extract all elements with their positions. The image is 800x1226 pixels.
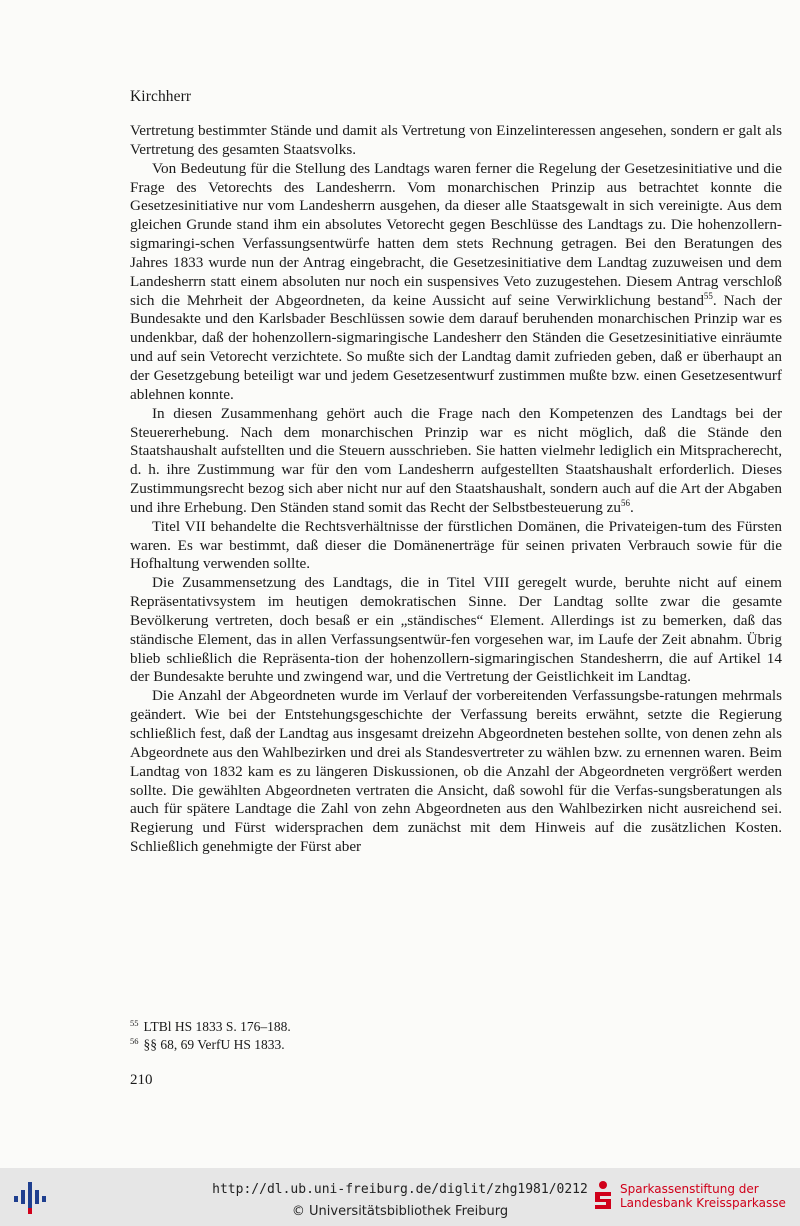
sparkasse-logo-icon[interactable] xyxy=(592,1180,614,1210)
footnote-ref[interactable]: 55 xyxy=(703,290,713,301)
body-text xyxy=(130,122,782,857)
copyright-notice: © Universitätsbibliothek Freiburg xyxy=(291,1204,509,1219)
footnote: $^{55}$ LTBl HS 1833 S. 176–188. xyxy=(130,1017,291,1034)
paragraph: Von Bedeutung für die Stellung des Landtags waren ferner die Regelung der Gesetzesinitiative und die Frage des Vetorechts des Landesherrn. Vom monarchischen Prinzip aus betrachtet konnte die Gesetzesinitiative nur vom Landesherrn ausgehen, da dieser alle Staatsgewalt in sich vereinigte. Aus dem gleichen Grunde stand ihm ein absolutes Vetorecht gegen Beschlüsse des Landtags zu. Die hohenzollern-sigmaringi-schen Verfassungsentwürfe hatten dem stets Rechnung getragen. Bei den Beratungen des Jahres 1833 wurde nun der Antrag eingebracht, die Gesetzesinitiative dem Landtag zuzuweisen und dem Landesherrn statt einem absoluten nur noch ein suspensives Veto zuzugestehen. Diesem Antrag verschloß sich die Mehrheit der Abgeordneten, da keine Aussicht auf seine Verwirklichung bestand$^{55}$. Nach der Bundesakte und den Karlsbader Beschlüssen sowie dem darauf beruhenden monarchischen Prinzip war es undenkbar, daß der hohenzollern-sigmaringische Landesherr den Ständen die Gesetzesinitiative einräumte und auf sein Vetorecht verzichtete. So mußte sich der Landtag damit zufrieden geben, daß er überhaupt an der Gesetzgebung beteiligt war und jedem Gesetzesentwurf zustimmen mußte bzw. einen Gesetzesentwurf ablehnen konnte. xyxy=(130,159,782,403)
document-url[interactable]: http://dl.ub.uni-freiburg.de/diglit/zhg1981/0212 xyxy=(212,1182,588,1197)
paragraph: Vertretung bestimmter Stände und damit als Vertretung von Einzelinteressen angesehen, sondern er galt als Vertretung des gesamten Staatsvolks. xyxy=(130,122,782,158)
paragraph: Die Zusammensetzung des Landtags, die in Titel VIII geregelt wurde, beruhte nicht auf einem Repräsentativsystem im heutigen demokratischen Sinne. Der Landtag sollte zwar die gesamte Bevölkerung vertreten, doch besaß er ein „ständisches“ Element. Allerdings ist zu bemerken, daß das ständische Element, das in allen Verfassungsentwür-fen vorgesehen war, im Laufe der Zeit abnahm. Übrig blieb schließlich die Repräsenta-tion der hohenzollern-sigmaringischen Standesherrn, die auf Artikel 14 der Bundesakte beruhte und zwingend war, und die Vertretung der Geistlichkeit im Landtag. xyxy=(130,574,782,686)
footnote-ref[interactable]: 56 xyxy=(620,497,630,508)
paragraph: In diesen Zusammenhang gehört auch die Frage nach den Kompetenzen des Landtags bei der Steuererhebung. Nach dem monarchischen Prinzip war es nicht möglich, daß die Stände den Staatshaushalt aufstellten und die Steuern ausschrieben. Sie hatten vielmehr lediglich ein Mitspracherecht, d. h. ihre Zustimmung war für den vom Landesherrn aufgestellten Staatshaushalt erforderlich. Dieses Zustimmungsrecht bezog sich aber nicht nur auf den Staatshaushalt, sondern auch auf die Art der Abgaben und ihre Erhebung. Den Ständen stand somit das Recht der Selbstbesteuerung $zu^{56}$. xyxy=(130,404,782,516)
paragraph: Die Anzahl der Abgeordneten wurde im Verlauf der vorbereitenden Verfassungsbe-ratungen mehrmals geändert. Wie bei der Entstehungsgeschichte der Verfassung bereits erwähnt, setzte die Regierung schließlich fest, daß der Landtag aus insgesamt dreizehn Abgeordneten bestehen sollte, von denen zehn als Abgeordnete aus den Wahlbezirken und drei als Standesvertreter zu wählen bzw. zu ernennen waren. Beim Landtag von 1832 kam es zu längeren Diskussionen, ob die Anzahl der Abgeordneten vergrößert werden sollte. Die gewählten Abgeordneten vertraten die Ansicht, daß sowohl für die Verfas-sungsberatungen als auch für spätere Landtage die Zahl von zehn Abgeordneten aus den Wahlbezirken nicht ausreichend sei. Regierung und Fürst widersprachen dem zunächst mit dem Hinweis auf die zusätzlichen Kosten. Schließlich genehmigte der Fürst aber xyxy=(130,687,782,856)
viewer-footer xyxy=(0,1168,800,1226)
page-number: 210 xyxy=(130,1072,153,1088)
sponsor-line: Landesbank Kreissparkasse xyxy=(620,1196,786,1210)
running-head: Kirchherr xyxy=(130,88,192,105)
sponsor-text[interactable] xyxy=(620,1182,796,1210)
paragraph: Titel VII behandelte die Rechtsverhältnisse der fürstlichen Domänen, die Privateigen-tum des Fürsten waren. Es war bestimmt, daß dieser die Domänenerträge für seinen privaten Verbrauch sowie für die Hofhaltung verwenden sollte. xyxy=(130,517,782,573)
sponsor-line: Sparkassenstiftung der xyxy=(620,1182,759,1196)
footnotes xyxy=(130,1018,291,1054)
footnote: $^{56}$ §§ 68, 69 VerfU HS 1833. xyxy=(130,1035,285,1052)
